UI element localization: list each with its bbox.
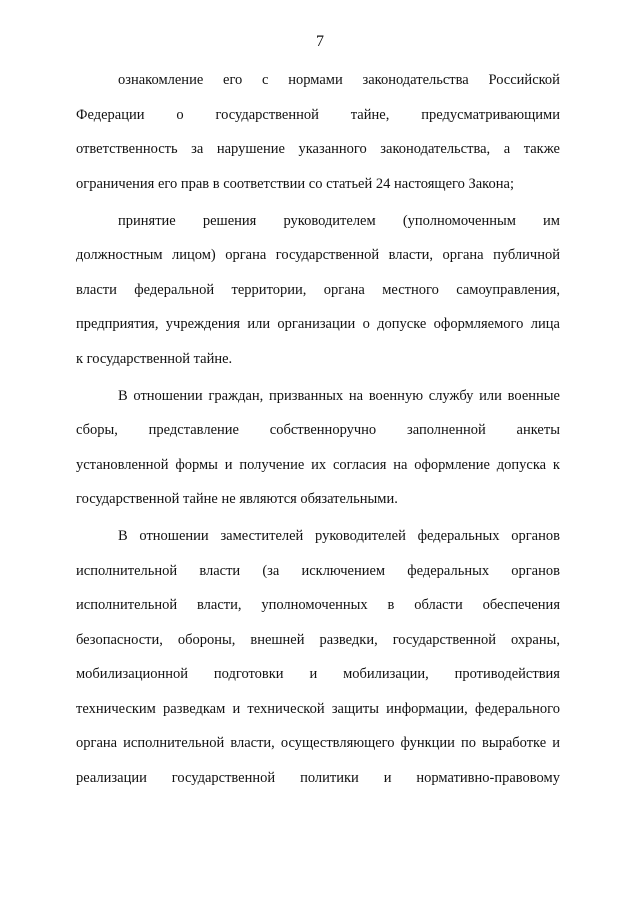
word: власти, (197, 597, 242, 613)
word: подготовки (213, 666, 284, 682)
text-line (118, 71, 560, 89)
word: заполненной (406, 422, 486, 438)
word: им (543, 212, 560, 229)
word: к (552, 456, 560, 473)
word: публичной (493, 247, 560, 263)
word: ответственность (76, 141, 178, 157)
word: безопасности, (76, 631, 163, 648)
word: лица (530, 316, 560, 332)
word: оформляемого (433, 316, 524, 332)
word: государственной (275, 247, 380, 263)
word: государственной (392, 631, 497, 648)
word: нормами (288, 72, 343, 88)
text-line: государственной тайне не являются обязательными. (76, 491, 398, 507)
text-line (118, 212, 560, 230)
word: руководителей (315, 528, 406, 544)
word: В (118, 387, 128, 404)
word: формы (175, 456, 218, 473)
text-line (76, 631, 560, 649)
word: нарушение (216, 141, 285, 157)
word: информации, (386, 700, 468, 717)
word: исключением (301, 562, 386, 579)
word: призванных (269, 387, 344, 404)
word: территории, (231, 281, 307, 298)
word: принятие (118, 212, 176, 229)
word: власти (76, 281, 117, 298)
text-line (118, 527, 560, 545)
word: сборы, (76, 422, 118, 438)
word: тайне, (350, 106, 390, 123)
word: их (311, 456, 327, 473)
word: ознакомление (118, 72, 204, 88)
word: на (393, 456, 408, 473)
word: заместителей (220, 528, 304, 544)
word: самоуправления, (456, 281, 560, 298)
word: с (262, 72, 269, 88)
word: анкеты (516, 422, 560, 438)
word: допуске (377, 316, 427, 332)
word: внешней (250, 631, 305, 648)
word: государственной (215, 106, 319, 123)
word: установленной (76, 456, 169, 473)
text-line: к государственной тайне. (76, 350, 233, 367)
word: граждан, (208, 387, 264, 404)
word: противодействия (454, 666, 560, 682)
text-line (76, 665, 560, 683)
word: службу (428, 387, 474, 404)
word: федеральной (134, 281, 215, 298)
word: за (191, 141, 204, 157)
word: (за (262, 562, 280, 579)
word: руководителем (283, 212, 376, 229)
text-line (76, 140, 560, 158)
word: техническим (76, 700, 156, 717)
text-line: ограничения его прав в соответствии со статьей 24 настоящего Закона; (76, 175, 514, 192)
word: и (383, 769, 392, 786)
word: осуществляющего (280, 735, 395, 751)
word: органов (511, 562, 560, 579)
word: отношении (133, 387, 203, 404)
word: и (232, 700, 241, 717)
word: и (224, 456, 233, 473)
word: защиты (331, 700, 379, 717)
text-line (76, 769, 560, 787)
word: также (523, 141, 560, 157)
word: нормативно-правовому (416, 769, 560, 786)
word: политики (300, 769, 359, 786)
word: организации (277, 316, 356, 332)
word: предусматривающими (421, 106, 560, 123)
text-line (76, 456, 560, 474)
word: федеральных (417, 528, 500, 544)
word: В (118, 528, 128, 544)
word: власти (199, 562, 241, 579)
word: органов (511, 528, 560, 544)
word: должностным (76, 247, 163, 263)
word: законодательства, (380, 141, 491, 157)
word: указанного (298, 141, 367, 157)
word: допуска (496, 456, 547, 473)
word: области (414, 597, 463, 613)
word: разведкам (163, 700, 226, 717)
word: федеральных (407, 562, 490, 579)
word: выработке (482, 735, 547, 751)
word: его (223, 72, 243, 88)
word: власти, (230, 735, 275, 751)
word: о (362, 316, 370, 332)
word: органа (76, 735, 118, 751)
page-number: 7 (316, 33, 324, 50)
text-line (76, 246, 560, 264)
word: органа (225, 247, 267, 263)
word: получение (239, 456, 305, 473)
word: исполнительной (76, 597, 178, 613)
word: законодательства (362, 72, 469, 88)
word: власти, (388, 247, 434, 263)
word: исполнительной (123, 735, 225, 751)
word: военные (507, 387, 560, 404)
text-line (76, 281, 560, 299)
text-line (76, 315, 560, 333)
word: функции (400, 735, 455, 751)
text-line (76, 596, 560, 614)
word: решения (202, 212, 257, 229)
word: и (552, 735, 560, 751)
word: мобилизации, (343, 666, 429, 682)
text-line (76, 700, 560, 718)
word: (уполномоченным (402, 212, 516, 229)
word: обеспечения (482, 597, 560, 613)
word: по (460, 735, 476, 751)
text-line (76, 421, 560, 439)
word: местного (382, 281, 439, 298)
word: отношении (139, 528, 209, 544)
word: оформление (414, 456, 490, 473)
word: Российской (488, 72, 560, 88)
word: уполномоченных (261, 597, 368, 613)
text-line (76, 734, 560, 752)
text-line (76, 106, 560, 124)
word: мобилизационной (76, 666, 189, 682)
word: исполнительной (76, 562, 178, 579)
word: федерального (474, 700, 560, 717)
word: органа (442, 247, 484, 263)
word: охраны, (511, 631, 560, 648)
word: и (309, 666, 318, 682)
text-line (118, 387, 560, 405)
word: представление (148, 422, 239, 438)
text-line (76, 562, 560, 580)
word: технической (247, 700, 325, 717)
word: в (387, 597, 395, 613)
word: Федерации (76, 106, 145, 123)
word: учреждения (165, 316, 241, 332)
word: о (176, 106, 184, 123)
word: собственноручно (269, 422, 377, 438)
word: предприятия, (76, 316, 159, 332)
word: согласия (332, 456, 387, 473)
word: а (503, 141, 511, 157)
word: военную (368, 387, 424, 404)
word: или (247, 316, 271, 332)
word: или (479, 387, 502, 404)
word: обороны, (177, 631, 236, 648)
word: на (348, 387, 364, 404)
word: органа (323, 281, 365, 298)
word: реализации (76, 769, 147, 786)
word: государственной (171, 769, 276, 786)
word: лицом) (171, 247, 216, 263)
word: разведки, (319, 631, 378, 648)
